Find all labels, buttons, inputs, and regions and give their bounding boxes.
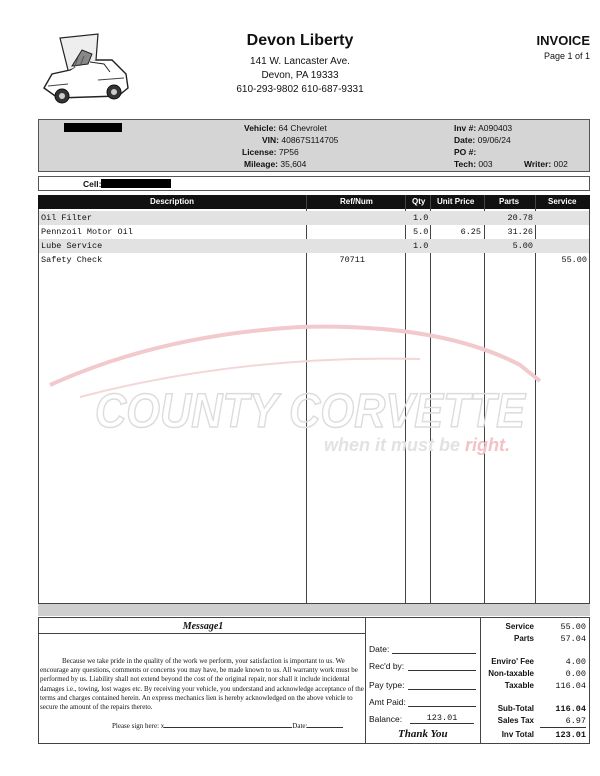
writer-row: Writer: 002	[524, 159, 568, 169]
vehicle-row: Vehicle: 64 Chevrolet	[244, 123, 327, 133]
row-qty: 1.0	[413, 241, 429, 251]
vin-row: VIN: 40867S114705	[262, 135, 339, 145]
summary-enviro-fee-value: 4.00	[565, 657, 586, 667]
header-service: Service	[548, 197, 577, 206]
row-ref: 70711	[339, 255, 365, 265]
summary-taxable-value: 116.04	[555, 681, 586, 691]
summary-non-taxable-label: Non-taxable	[488, 669, 534, 678]
summary-subtotal-label: Sub-Total	[497, 704, 534, 713]
message-title: Message1	[182, 621, 224, 632]
shop-name: Devon Liberty	[246, 32, 354, 49]
pay-type-label: Pay type:	[369, 680, 405, 690]
mileage-row: Mileage: 35,604	[244, 159, 307, 169]
header-qty: Qty	[412, 197, 426, 206]
thank-you-text: Thank You	[398, 728, 448, 740]
total-rule	[540, 727, 586, 728]
received-by-label: Rec'd by:	[369, 661, 405, 671]
row-qty: 1.0	[413, 213, 429, 223]
summary-subtotal-value: 116.04	[555, 704, 586, 714]
row-unit-price: 6.25	[460, 227, 481, 237]
invoice-date-row: Date: 09/06/24	[454, 135, 511, 145]
row-description: Oil Filter	[41, 213, 93, 223]
header-parts: Parts	[499, 197, 520, 206]
cell-box	[38, 176, 590, 191]
watermark-tagline: when it must be	[323, 435, 465, 455]
summary-sales-tax-label: Sales Tax	[497, 716, 534, 725]
warranty-disclaimer: Because we take pride in the quality of the work we perform, your satisfaction is important to us. We encourage any questions, comments or concerns you may have, be made known to us. All warranty work must be performed by us. Liability shall not extend beyond the cost of the original repair, nor shall it include incidental damages i.e., towing, lost wages etc. By receiving your vehicle, you understand and acknowledge acceptance of the terms and charges contained herein. An express mechanics lien is hereby acknowledged on the above vehicle to secure the amount of the repairs thereto.	[40, 657, 364, 712]
summary-sales-tax-value: 6.97	[565, 716, 586, 726]
summary-enviro-fee-label: Enviro' Fee	[491, 657, 534, 666]
tech-row: Tech: 003	[454, 159, 493, 169]
row-parts: 31.26	[507, 227, 533, 237]
row-description: Safety Check	[41, 255, 103, 265]
shop-address: 141 W. Lancaster Ave.	[250, 56, 350, 67]
amount-paid-line	[408, 706, 476, 707]
table-row	[39, 239, 589, 253]
table-row	[39, 211, 589, 225]
row-description: Lube Service	[41, 241, 103, 251]
table-footer-bar	[38, 603, 590, 616]
divider	[38, 633, 366, 634]
table-row	[39, 225, 589, 239]
summary-parts-label: Parts	[513, 634, 534, 643]
balance-label: Balance:	[369, 714, 403, 724]
amount-paid-label: Amt Paid:	[369, 697, 406, 707]
summary-non-taxable-value: 0.00	[565, 669, 586, 679]
car-logo-icon	[38, 30, 134, 116]
invoice-number-row: Inv #: A090403	[454, 123, 513, 133]
watermark-brand: COUNTY CORVETTE	[95, 385, 527, 438]
row-qty: 5.0	[413, 227, 429, 237]
po-row: PO #:	[454, 147, 477, 157]
pay-type-line	[408, 689, 476, 690]
row-parts: 20.78	[507, 213, 533, 223]
redacted-customer-name	[64, 123, 122, 132]
table-row	[39, 253, 589, 267]
summary-inv-total-value: 123.01	[555, 730, 586, 740]
row-description: Pennzoil Motor Oil	[41, 227, 133, 237]
summary-service-label: Service	[505, 622, 534, 631]
shop-city: Devon, PA 19333	[261, 70, 339, 81]
page-indicator: Page 1 of 1	[543, 51, 590, 61]
header-unit-price: Unit Price	[437, 197, 475, 206]
table-header	[38, 195, 590, 209]
summary-inv-total-label: Inv Total	[501, 730, 534, 739]
svg-text:when it must be right.	[324, 435, 510, 455]
watermark-tagline-accent: right.	[465, 435, 510, 455]
row-parts: 5.00	[512, 241, 533, 251]
payment-date-label: Date:	[369, 644, 390, 654]
shop-phones: 610-293-9802 610-687-9331	[236, 84, 364, 95]
payment-date-line	[392, 653, 476, 654]
cell-label: Cell:	[83, 179, 102, 189]
row-service: 55.00	[561, 255, 587, 265]
summary-taxable-label: Taxable	[504, 681, 534, 690]
summary-service-value: 55.00	[560, 622, 586, 632]
header-ref-num: Ref/Num	[340, 197, 373, 206]
balance-value: 123.01	[410, 713, 474, 724]
received-by-line	[408, 670, 476, 671]
redacted-cell-number	[101, 179, 171, 188]
invoice-title: INVOICE	[536, 33, 590, 48]
county-corvette-watermark	[40, 315, 580, 465]
header-description: Description	[150, 197, 195, 206]
license-row: License: 7P56	[242, 147, 299, 157]
summary-parts-value: 57.04	[560, 634, 586, 644]
signature-line: Please sign here: x Date:	[112, 722, 343, 730]
